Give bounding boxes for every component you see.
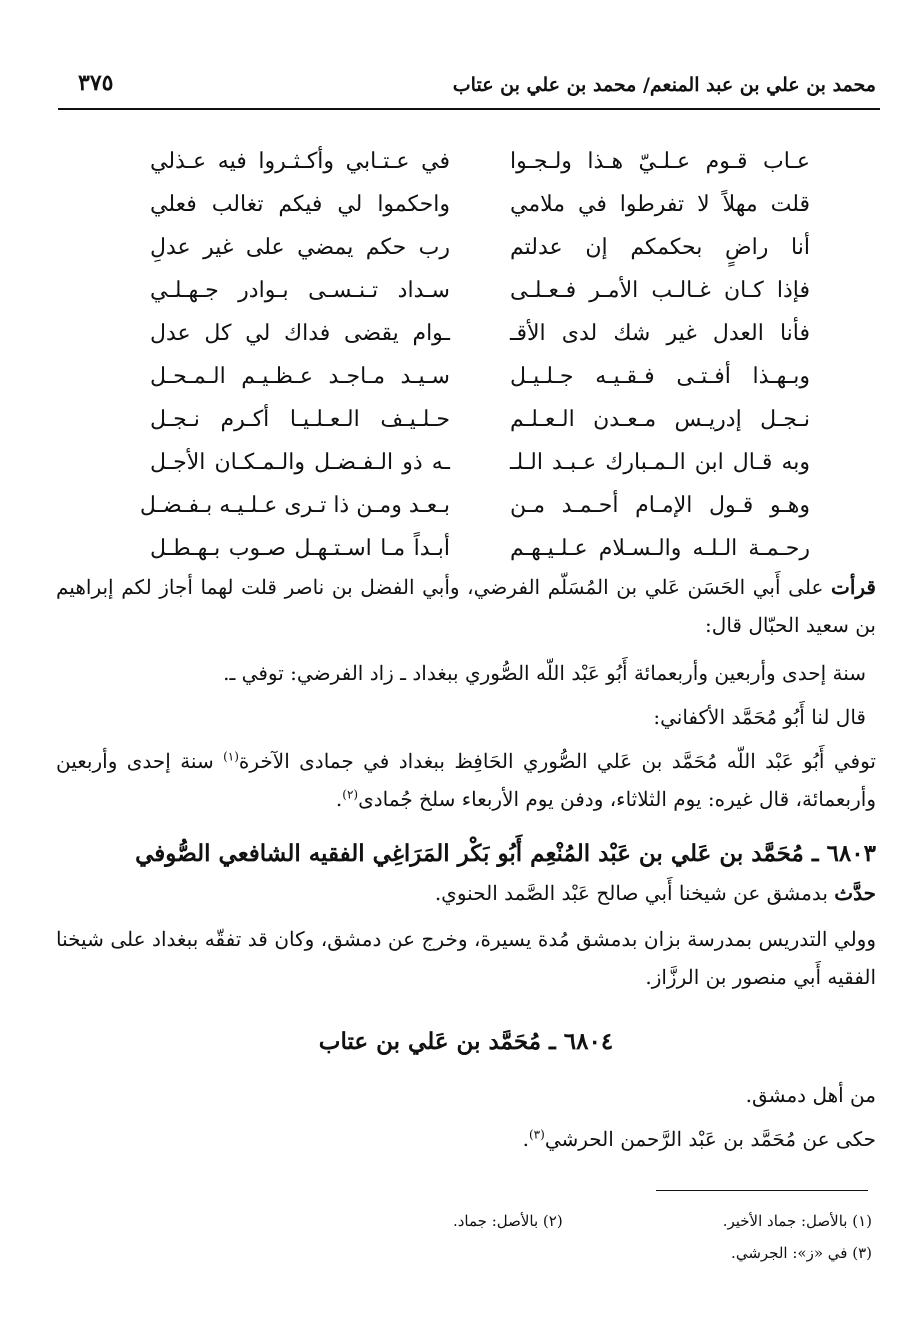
entry-6804-heading: ٦٨٠٤ ـ مُحَمَّد بن عَلي بن عتاب: [318, 1028, 614, 1055]
first-hemistich: رحـمـة الـلـه والـسـلام عـلـيـهـم: [510, 536, 810, 561]
paragraph-text: .: [335, 787, 343, 811]
verse-line: [150, 355, 810, 398]
paragraph-date: [56, 654, 876, 692]
page-number: ٣٧٥: [78, 70, 114, 96]
verse-line: [150, 226, 810, 269]
second-hemistich: حـلـيـف الـعـلـيـا أكـرم نـجـل: [150, 407, 450, 432]
lead-word: قرأت: [831, 575, 876, 599]
verse-line: [150, 140, 810, 183]
verse-line: [150, 398, 810, 441]
paragraph-text: حكى عن مُحَمَّد بن عَبْد الرَّحمن الحرشي: [544, 1127, 876, 1151]
paragraph-text: سنة إحدى وأربعين وأربعمائة أَبُو عَبْد اللّه الصُّوري ببغداد ـ زاد الفرضي: توفي ـ.: [223, 661, 866, 685]
footnote-ref-1: (١): [223, 749, 239, 764]
footnote-ref-3: (٣): [528, 1127, 545, 1142]
verse-line: [150, 441, 810, 484]
first-hemistich: أنا راضٍ بحكمكم إن عدلتم: [510, 235, 810, 260]
second-hemistich: ـه ذو الـفـضـل والـمـكـان الأجـل: [150, 450, 450, 475]
paragraph-text: .: [522, 1127, 529, 1151]
paragraph-reading: [56, 568, 876, 644]
poem-block: [139, 140, 810, 570]
main-text: [56, 568, 876, 1158]
verse-line: [139, 484, 810, 527]
footnote-ref-2: (٢): [342, 787, 359, 802]
verse-line: [150, 269, 810, 312]
second-hemistich: رب حكم يمضي على غير عدلِ: [150, 235, 450, 260]
footnote-3: (٣) في «ز»: الجرشي.: [731, 1244, 872, 1262]
footnotes: [272, 1205, 872, 1269]
paragraph-akfani: [56, 698, 876, 736]
paragraph-haddath: [56, 874, 876, 912]
first-hemistich: وهـو قـول الإمـام أحـمـد مـن: [510, 493, 810, 518]
second-hemistich: سـداد تـنـسـى بـوادر جـهـلـي: [150, 278, 450, 303]
second-hemistich: أبـداً مـا اسـتـهـل صـوب بـهـطـل: [150, 536, 450, 561]
paragraph-teaching: [56, 920, 876, 996]
second-hemistich: في عـتـابي وأكـثـروا فيه عـذلي: [150, 149, 450, 174]
first-hemistich: فإذا كـان غـالـب الأمـر فـعـلـى: [510, 278, 810, 303]
running-header-title: محمد بن علي بن عبد المنعم/ محمد بن علي بن عتاب: [452, 74, 876, 96]
first-hemistich: عـاب قـوم عـلـيّ هـذا ولـجـوا: [510, 149, 810, 174]
second-hemistich: واحكموا لي فيكم تغالب فعلي: [150, 192, 450, 217]
footnote-row: [272, 1205, 872, 1237]
paragraph-origin: [56, 1076, 876, 1114]
paragraph-text: بدمشق عن شيخنا أَبي صالح عَبْد الصَّمد الحنوي.: [434, 881, 835, 905]
lead-word: حدَّث: [834, 881, 876, 905]
paragraph-text: سنة إحدى وأربعين وأربعمائة، قال غيره: يوم الثلاثاء، ودفن يوم الأربعاء سلخ جُمادى: [56, 749, 876, 811]
second-hemistich: بـعـد ومـن ذا تـرى عـلـيـه بـفـضـل: [139, 493, 450, 518]
second-hemistich: سـيـد مـاجـد عـظـيـم الـمـحـل: [150, 364, 450, 389]
verse-line: [150, 183, 810, 226]
first-hemistich: نـجـل إدريـس مـعـدن الـعـلـم: [510, 407, 810, 432]
paragraph-text: على أَبي الحَسَن عَلي بن المُسَلّم الفرضي، وأبي الفضل بن ناصر قلت لهما أجاز لكم إبراهيم بن سعيد الحبّال قال:: [56, 575, 876, 637]
paragraph-text: وولي التدريس بمدرسة بزان بدمشق مُدة يسيرة، وخرج عن دمشق، وكان قد تفقّه ببغداد على شيخنا الفقيه أَبي منصور بن الرزَّاز.: [56, 927, 876, 989]
entry-6803-heading: ٦٨٠٣ ـ مُحَمَّد بن عَلي بن عَبْد المُنْعِم أَبُو بَكْر المَرَاغِي الفقيه الشافعي الصُّوفي: [135, 840, 876, 867]
second-hemistich: ـوام يقضى فداك لي كل عدل: [150, 321, 450, 346]
paragraph-text: توفي أَبُو عَبْد اللّه مُحَمَّد بن عَلي الصُّوري الحَافِظ ببغداد في جمادى الآخرة: [238, 749, 876, 773]
paragraph-text: قال لنا أَبُو مُحَمَّد الأكفاني:: [653, 705, 866, 729]
paragraph-death: [56, 742, 876, 818]
footnote-2: (٢) بالأصل: جماد.: [452, 1212, 563, 1230]
verse-line: [150, 312, 810, 355]
first-hemistich: قلت مهلاً لا تفرطوا في ملامي: [510, 192, 810, 217]
footnote-1: (١) بالأصل: جماد الأخير.: [722, 1212, 872, 1230]
footnote-row: [272, 1237, 872, 1269]
header-divider: [58, 108, 880, 110]
first-hemistich: فأنا العدل غير شك لدى الأقـ: [510, 321, 810, 346]
first-hemistich: وبـهـذا أفـتـى فـقـيـه جـلـيـل: [510, 364, 810, 389]
footnote-divider: [656, 1190, 868, 1191]
first-hemistich: وبه قـال ابن الـمـبارك عـبـد الـلـ: [510, 450, 810, 475]
paragraph-text: من أهل دمشق.: [745, 1083, 876, 1107]
verse-line: [150, 527, 810, 570]
paragraph-narration: [56, 1120, 876, 1158]
